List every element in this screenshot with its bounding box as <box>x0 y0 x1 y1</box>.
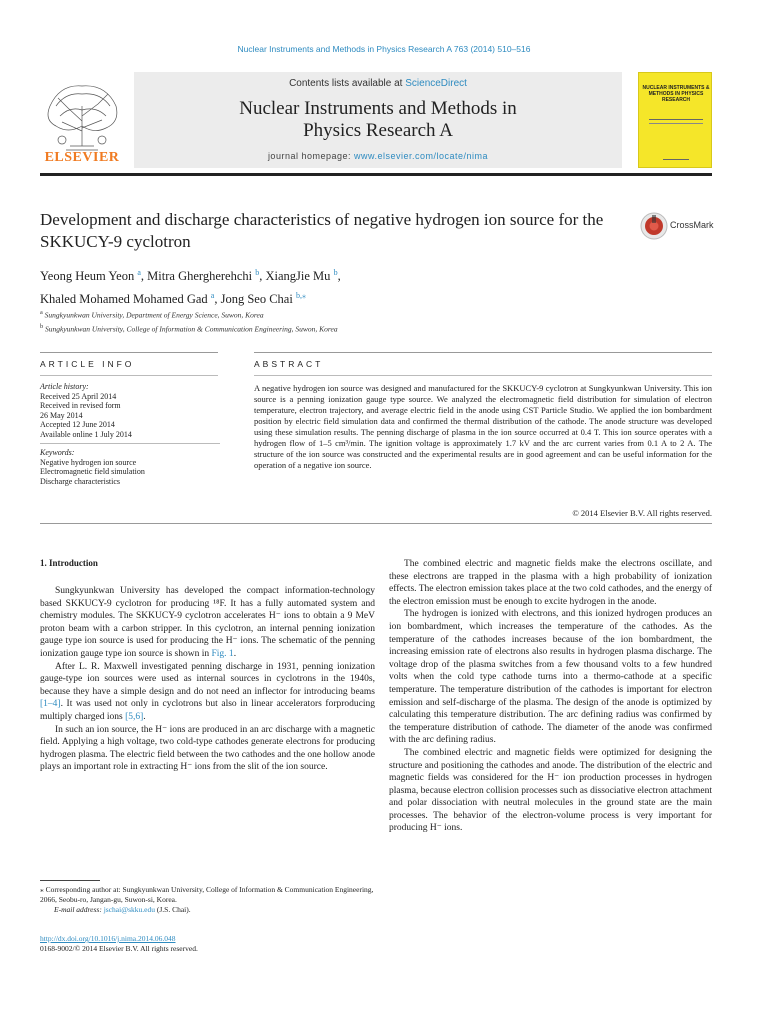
author-name: XiangJie Mu <box>265 269 331 284</box>
reference-link[interactable]: [1–4] <box>40 699 61 710</box>
keyword-item: Electromagnetic field simulation <box>40 467 145 476</box>
journal-title-line1: Nuclear Instruments and Methods in <box>239 98 517 119</box>
section-heading-introduction: 1. Introduction <box>40 558 98 568</box>
abstract-copyright: © 2014 Elsevier B.V. All rights reserved. <box>572 508 712 518</box>
keyword-item: Discharge characteristics <box>40 476 121 486</box>
body-column-left <box>40 585 375 774</box>
journal-title <box>134 98 622 142</box>
paragraph-text: . It was used not only in cyclotrons but also in linear accelerators forproducing multiply charged ions <box>40 699 375 722</box>
affil-sup: a <box>40 309 43 316</box>
keywords-label: Keywords: <box>40 448 75 457</box>
author-name: Mitra Ghergherehchi <box>147 269 253 284</box>
author-affil-sup[interactable]: b <box>255 268 260 277</box>
author-affil-sup[interactable]: a <box>137 268 141 277</box>
footnote-rule <box>40 880 100 881</box>
crossmark-icon <box>640 212 668 240</box>
author-separator: , <box>337 269 341 284</box>
paragraph <box>40 661 375 724</box>
affiliation-a <box>40 307 680 321</box>
affiliations <box>40 307 680 334</box>
author-separator: , <box>140 269 148 284</box>
paragraph: The hydrogen is ionized with electrons, and this ionized hydrogen produces an ion bombardment, which increases the temperature of the cathodes. As the temperature of the cathodes increases because of the ion bombardment, the increasing emission rate of electrons also results in hydrogen plasma discharge. The voltage drop of the plasma switches from a few thousand volts to a few hundred volts when the cold type cathode turns into a thermo-cathode at a specific temperature. The temperature distribution of the cathodes is important for electron emission and self-discharge of the plasma. The design of the anode is optimized by calculating this temperature distribution. The arc defining radius was confirmed by the temperature distribution of cathode. The diameter of the anode was confirmed with the arc defining radius. <box>389 609 712 746</box>
history-item: 26 May 2014 <box>40 410 83 420</box>
homepage-prefix: journal homepage: <box>267 151 354 161</box>
footnote-text: ⁎ Corresponding author at: Sungkyunkwan University, College of Information & Communication Engineering, 2066, Seobu-ro, Jangan-gu, Suwon-si, Korea. <box>40 885 374 904</box>
contents-line <box>134 78 622 89</box>
abstract-heading: ABSTRACT <box>254 359 324 369</box>
author-affil-sup[interactable]: a <box>210 291 215 301</box>
figure-link[interactable]: Fig. 1 <box>211 648 234 659</box>
abstract-rule-bottom <box>40 523 712 524</box>
sciencedirect-link[interactable]: ScienceDirect <box>405 78 467 89</box>
crossmark-button[interactable] <box>640 212 720 240</box>
paragraph-text: . <box>143 711 146 722</box>
author-affil-sup[interactable]: b <box>333 268 338 277</box>
author-name: Jong Seo Chai <box>220 292 293 307</box>
email-link[interactable]: jschai@skku.edu <box>103 905 155 914</box>
paragraph: In such an ion source, the H⁻ ions are produced in an arc discharge with a magnetic field. Applying a high voltage, two cold-type cathodes generate electrons for producing hydrogen plasma. The electric field between the two cathodes and the one hollow anode plays an important role in extracting H⁻ ions from the slit of the ion source. <box>40 724 375 773</box>
contents-prefix: Contents lists available at <box>289 78 406 89</box>
history-item: Accepted 12 June 2014 <box>40 420 115 429</box>
author-line-1 <box>40 263 640 286</box>
issn-line: 0168-9002/© 2014 Elsevier B.V. All rights reserved. <box>40 944 198 953</box>
abstract-text: A negative hydrogen ion source was designed and manufactured for the SKKUCY-9 cyclotron at Sungkyunkwan University. This ion source is a penning ionization gauge type source. We analyzed the electromagnetic field distribution for simulation of electron temperature, electron trajectory, and average electric field in the anode using CST Particle Studio. We applied the ion bombardment position by electric field simulation data and confirmed the thermal distribution of the cathode. The anode structure was developed using these simulation results. The penning discharge of plasma in the ion source occurred at 0.4 T. This ion source operates with a hydrogen flow of 1–5 cm³/min. The ignition voltage is approximately 1.7 kV and the arc current varies from 0.1 A to 2 A. The structure of the ion source was constructed and the experimental results are in good agreement and can be useful information for the operation of a negative ion source. <box>254 383 712 470</box>
journal-citation: Nuclear Instruments and Methods in Physics Research A 763 (2014) 510–516 <box>237 44 531 54</box>
reference-link[interactable]: [5,6] <box>125 711 144 722</box>
info-divider <box>40 443 220 444</box>
crossmark-label: CrossMark <box>670 220 714 230</box>
paper-title: Development and discharge characteristics of negative hydrogen ion source for the SKKUCY-9 cyclotron <box>40 210 604 251</box>
history-item: Received 25 April 2014 <box>40 391 117 401</box>
author-affil-sup[interactable]: b,⁎ <box>295 291 306 301</box>
author-name: Yeong Heum Yeon <box>40 269 135 284</box>
email-line <box>40 905 375 915</box>
affil-sup: b <box>40 322 44 330</box>
doi-block <box>40 934 198 954</box>
history-item: Available online 1 July 2014 <box>40 429 132 439</box>
article-info <box>40 382 220 486</box>
paragraph: The combined electric and magnetic fields were optimized for designing the structure and positioning the cathodes and anode. The distribution of the electric and magnetic fields was considered for the H⁻ ion production processes in hydrogen plasma, because electron collision processes such as dissociative electron attachment and polar dissociation with neutral molecules in the ground state are the main processes. The behavior of the electron-volume process is very important for producing H⁻ ions. <box>389 747 712 834</box>
author-line-2 <box>40 286 640 309</box>
author-name: Khaled Mohamed Mohamed Gad <box>40 292 208 307</box>
author-separator: , <box>214 292 221 307</box>
history-label: Article history: <box>40 382 89 391</box>
paragraph: The combined electric and magnetic fields make the electrons oscillate, and these electrons are trapped in the plasma with a high probability of ionization effects. The electron emission takes place at the two cold cathodes, and the energy of the electron emission must be enough to excite hydrogen in the anode. <box>389 559 712 607</box>
header-rule <box>40 173 712 176</box>
paragraph-text: After L. R. Maxwell investigated penning discharge in 1931, penning ionization gauge-type ion sources were used as internal sources in cyclotrons in the 1940s, because they have a simple design and do not need an inflector for introducing beams <box>40 661 375 697</box>
article-info-heading: ARTICLE INFO <box>40 359 135 369</box>
abstract-rule-top <box>254 352 712 353</box>
doi-link[interactable]: http://dx.doi.org/10.1016/j.nima.2014.06.048 <box>40 934 176 943</box>
body-column-right <box>389 558 712 835</box>
paragraph-text: Sungkyunkwan University has developed the compact information-technology based SKKUCY-9 cyclotron for producing ¹⁸F. It has a fully automated system and chemistry modules. The SKKUCY-9 cyclotron accelerates H⁻ ions to obtain a 9 MeV proton beam with a carbon stripper. In this cyclotron, an internal penning ionization gauge type ion source is used for producing the H⁻ ions. The schematic of the penning ionization gauge type ion source is shown in <box>40 586 375 659</box>
cover-title: NUCLEAR INSTRUMENTS & METHODS IN PHYSICS RESEARCH <box>642 85 710 103</box>
journal-cover-image <box>638 72 712 168</box>
author-list <box>40 263 640 309</box>
journal-homepage <box>134 151 622 161</box>
abstract-rule <box>254 375 712 376</box>
article-info-rule <box>40 375 218 376</box>
affil-text: Sungkyunkwan University, College of Information & Communication Engineering, Suwon, Korea <box>45 324 338 333</box>
paragraph-text: . <box>233 648 237 659</box>
corresponding-author-footnote <box>40 885 375 915</box>
author-separator: , <box>259 269 266 284</box>
journal-title-line2: Physics Research A <box>303 120 453 141</box>
article-info-rule-top <box>40 352 218 353</box>
history-item: Received in revised form <box>40 401 121 410</box>
affiliation-b <box>40 321 680 335</box>
email-suffix: (J.S. Chai). <box>155 905 191 914</box>
publisher-name: ELSEVIER <box>44 150 120 165</box>
paragraph <box>40 585 375 661</box>
affil-text: Sungkyunkwan University, Department of Energy Science, Suwon, Korea <box>44 310 264 320</box>
keyword-item: Negative hydrogen ion source <box>40 457 137 467</box>
email-label: E-mail address: <box>54 905 104 914</box>
homepage-url-link[interactable]: www.elsevier.com/locate/nima <box>354 151 489 161</box>
